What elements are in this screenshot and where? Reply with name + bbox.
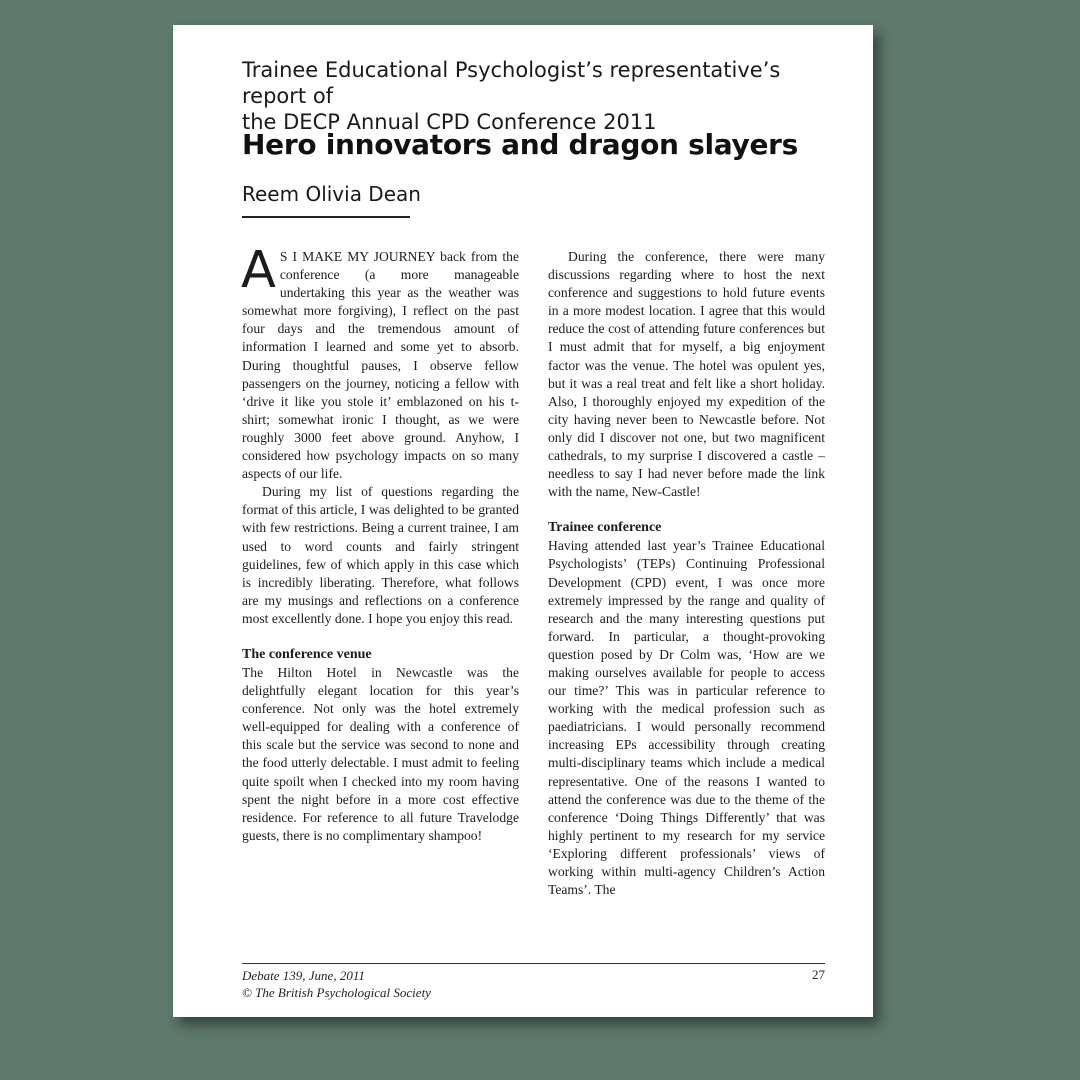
issue-info: Debate 139, June, 2011: [242, 968, 365, 983]
section-heading-venue: The conference venue: [242, 646, 372, 662]
page-number: 27: [812, 967, 825, 982]
document-page: [173, 25, 873, 1017]
kicker-line-1: Trainee Educational Psychologist’s representative’s report of: [242, 58, 781, 108]
paragraph: During my list of questions regarding the format of this article, I was delighted to be granted with few restrictions. Being a current trainee, I am used to word counts and fairly stringent guidelines, few of which apply in this case which is incredibly liberating. Therefore, what follows are my musings and reflections on a conference most excellently done. I hope you enjoy this read.: [242, 484, 519, 626]
opening-text: back from the conference (a more manageable undertaking this year as the weather was somewhat more forgiving), I reflect on the past four days and the tremendous amount of information I learned and some yet to absorb. During thoughtful pauses, I observe fellow passengers on the journey, noticing a fellow with ‘drive it like you stole it’ emblazoned on his t-shirt; somewhat ironic I thought, as we were roughly 3000 feet above ground. Anyhow, I considered how psychology impacts on so many aspects of our life.: [242, 249, 520, 482]
paragraph: Having attended last year’s Trainee Educational Psychologists’ (TEPs) Continuing Professional Development (CPD) event, I was once more extremely impressed by the range and quality of research and the many interesting questions put forward. In particular, a thought-provoking question posed by Dr Colm was, ‘How are we making ourselves available for people to access our time?’ This was in particular reference to working with the medical profession such as paediatricians. I would personally recommend increasing EPs accessibility through creating multi-disciplinary teams which include a medical representative. One of the reasons I wanted to attend the conference was due to the theme of the conference ‘Doing Things Differently’ that was highly pertinent to my research for my service ‘Exploring different professionals’ views of working within multi-agency Children’s Action Teams’. The: [548, 538, 825, 898]
section-heading-trainee-conference: Trainee conference: [548, 520, 662, 536]
kicker-line-2: the DECP Annual CPD Conference 2011: [242, 110, 657, 134]
opening-small-caps: S I MAKE MY JOURNEY: [279, 249, 436, 264]
copyright-notice: © The British Psychological Society: [242, 985, 431, 1000]
paragraph: The Hilton Hotel in Newcastle was the delightfully elegant location for this year’s conference. Not only was the hotel extremely well-equipped for dealing with a conference of this scale but the service was second to none and the food utterly delectable. I must admit to feeling quite spoilt when I checked into my room having spent the night before in a more cost effective residence. For reference to all future Travelodge guests, there is no complimentary shampoo!: [242, 664, 519, 843]
author-name: Reem Olivia Dean: [242, 182, 421, 206]
author-divider: [242, 216, 410, 218]
paragraph: During the conference, there were many discussions regarding where to host the next conference and suggestions to hold future events in a more modest location. I agree that this would reduce the cost of attending future conferences but I must admit that for myself, a big enjoyment factor was the venue. The hotel was opulent yes, but it was a real treat and felt like a short holiday. Also, I thoroughly enjoyed my expedition of the city having never been to Newcastle before. Not only did I discover not one, but two magnificent cathedrals, to my surprise I discovered a castle – needless to say I had never before made the link with the name, New-Castle!: [548, 249, 825, 500]
article-title: Hero innovators and dragon slayers: [242, 128, 799, 161]
footer-citation: [242, 967, 431, 1001]
article-kicker: [242, 57, 842, 135]
right-column: [548, 248, 825, 899]
opening-paragraph: [241, 241, 520, 483]
left-column: [241, 241, 520, 845]
drop-cap: A: [241, 241, 276, 300]
footer-divider: [242, 963, 825, 964]
